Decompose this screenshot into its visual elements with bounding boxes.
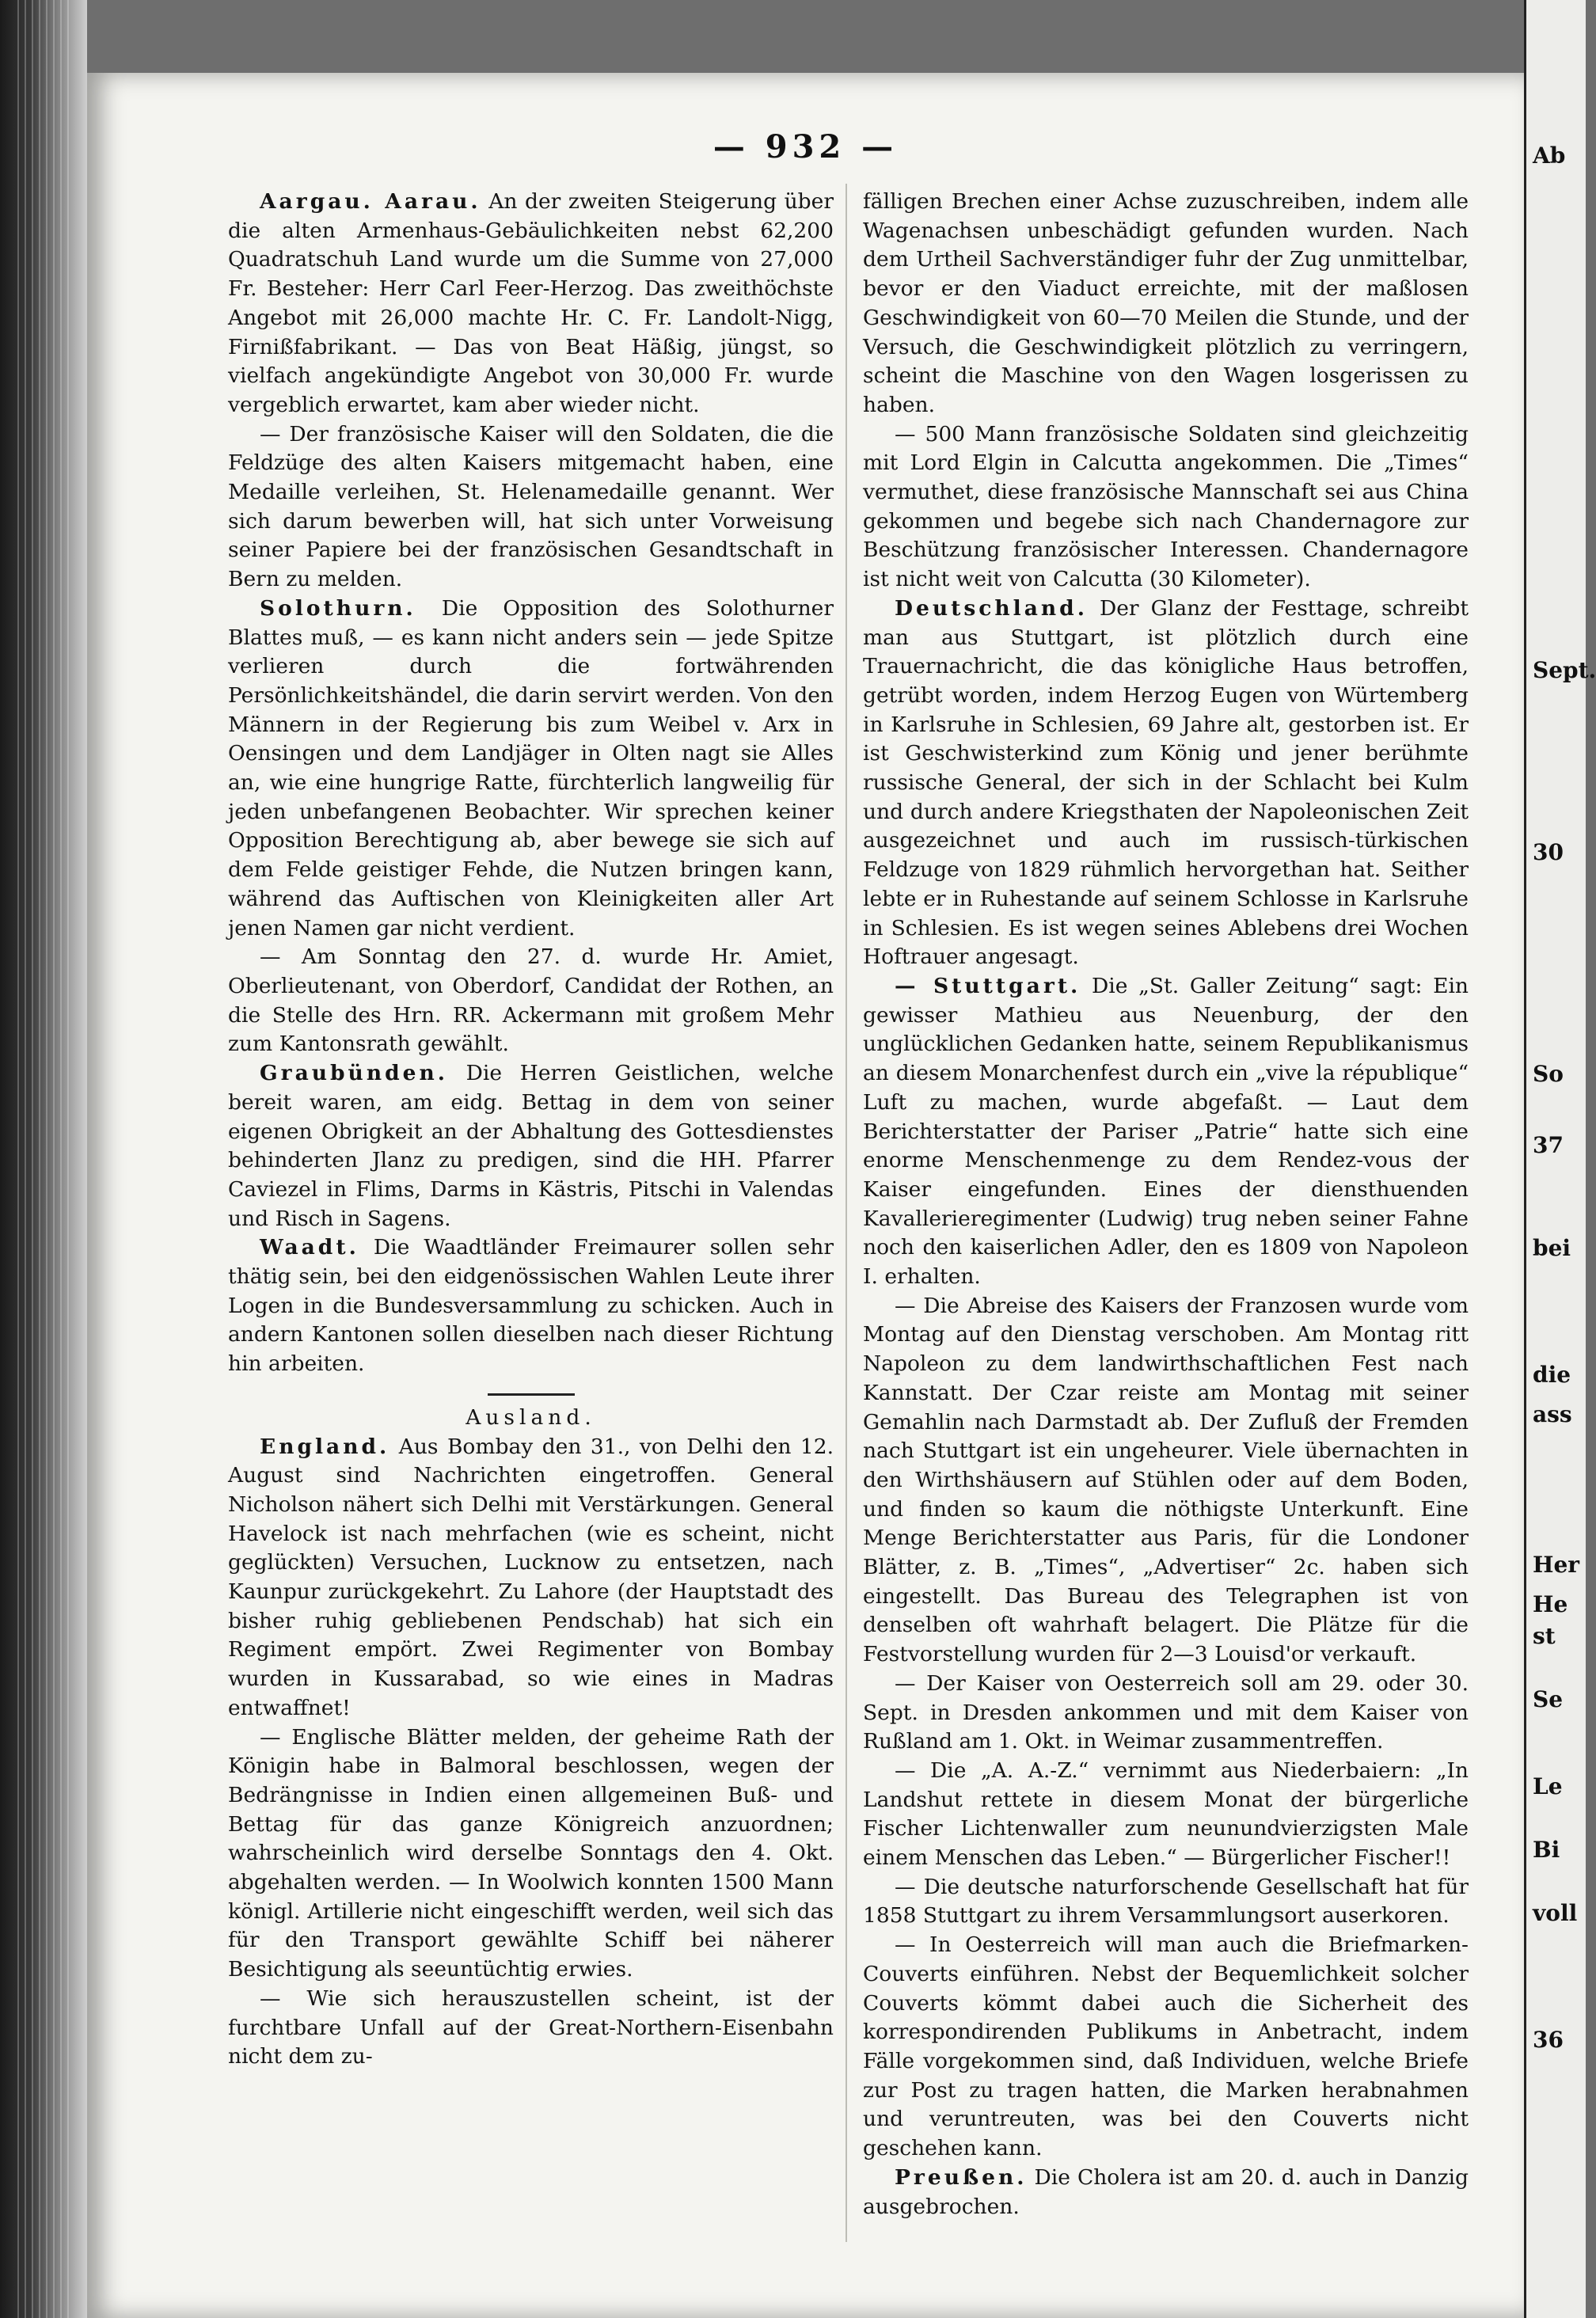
paragraph-text: — Die deutsche naturforschende Gesellschaft hat für 1858 Stuttgart zu ihrem Versammlungsort auserkoren. — [863, 1874, 1469, 1928]
adjacent-page-fragment: So — [1533, 1061, 1564, 1087]
adjacent-page-fragment: He — [1533, 1591, 1568, 1617]
adjacent-page-fragment: 30 — [1533, 839, 1564, 865]
paragraph-text: Die „St. Galler Zeitung“ sagt: Ein gewisser Mathieu aus Neuenburg, der den unglücklichen Gedanken hatte, seinem Republikanismus an diesem Monarchenfest durch ein „vive la république“ Luft zu machen, wurde abgefaßt. — Laut dem Berichterstatter der Pariser „Patrie“ hatte sich eine enorme Menschenmenge zu dem Rendez-vous der Kaiser eingefunden. Eines der diensthuenden Kavallerieregimenter (Ludwig) trug neben seiner Fahne noch den kaiserlichen Adler, den es 1809 von Napoleon I. erhalten. — [863, 973, 1469, 1290]
paragraph-lead: — Stuttgart. — [895, 973, 1081, 998]
paragraph-lead: Aargau. Aarau. — [260, 189, 481, 214]
paragraph-lead: Preußen. — [895, 2164, 1028, 2190]
paragraph-text: Die Cholera ist am 20. d. auch in Danzig ausgebrochen. — [863, 2164, 1469, 2219]
adjacent-page-fragment: bei — [1533, 1235, 1571, 1261]
paragraph — [863, 1292, 1469, 1670]
adjacent-page-fragment: ass — [1533, 1401, 1572, 1427]
paragraph — [228, 420, 834, 595]
paragraph-text: — Der Kaiser von Oesterreich soll am 29. oder 30. Sept. in Dresden ankommen und mit dem Kaiser von Rußland am 1. Okt. in Weimar zusammentreffen. — [863, 1670, 1469, 1754]
paragraph-text: Die Waadtländer Freimaurer sollen sehr thätig sein, bei den eidgenössischen Wahlen Leute ihrer Logen in die Bundesversammlung zu schicken. Auch in andern Kantonen sollen dieselben nach dieser Richtung hin arbeiten. — [228, 1235, 834, 1377]
paragraph-text: fälligen Brechen einer Achse zuzuschreiben, indem alle Wagenachsen unbeschädigt gefunden wurden. Nach dem Urtheil Sachverständiger fuhr der Zug unmittelbar, bevor er den Viaduct erreichte, mit der maßlosen Geschwindigkeit von 60—70 Meilen die Stunde, und der Versuch, die Geschwindigkeit plötzlich zu verringern, scheint die Maschine von den Wagen losgerissen zu haben. — [863, 189, 1469, 417]
paragraph-text: — Englische Blätter melden, der geheime Rath der Königin habe in Balmoral beschlossen, wegen der Bedrängnisse in Indien einen allgemeinen Buß- und Bettag für das ganze Königreich anzuordnen; wahrscheinlich wird derselbe Sonntags den 4. Okt. abgehalten werden. — In Woolwich konnten 1500 Mann königl. Artillerie nicht eingeschifft werden, weil sich das für den Transport gewählte Schiff bei näherer Besichtigung als seeuntüchtig erwies. — [228, 1724, 834, 1982]
adjacent-page-fragment: Le — [1533, 1773, 1563, 1799]
foreign-news-section — [228, 1433, 834, 2072]
paragraph — [863, 1757, 1469, 1873]
paragraph-text: Der Glanz der Festtage, schreibt man aus Stuttgart, ist plötzlich durch eine Trauernachricht, die das königliche Haus betroffen, getrübt worden, indem Herzog Eugen von Würtemberg in Karlsruhe in Schlesien, 69 Jahre alt, gestorben ist. Er ist Geschwisterkind zum König und jener berühmte russische General, der sich in der Schlacht bei Kulm und durch andere Kriegsthaten der Napoleonischen Zeit ausgezeichnet und auch im russisch-türkischen Feldzuge von 1829 rühmlich hervorgethan hat. Seither lebte er in Ruhestande auf seinem Schlosse in Karlsruhe in Schlesien. Es ist wegen seines Ablebens drei Wochen Hoftrauer angesagt. — [863, 595, 1469, 970]
right-column — [863, 188, 1469, 2221]
paragraph-text: — Wie sich herauszustellen scheint, ist der furchtbare Unfall auf der Great-Northern-Eisenbahn nicht dem zu- — [228, 1986, 834, 2069]
paragraph-text: Die Opposition des Solothurner Blattes muß, — es kann nicht anders sein — jede Spitze verlieren durch die fortwährenden Persönlichkeitshändel, die darin servirt werden. Von den Männern in der Regierung bis zum Weibel v. Arx in Oensingen und dem Landjäger in Olten nagt sie Alles an, wie eine hungrige Ratte, fürchterlich langweilig für jeden unbefangenen Beobachter. Wir sprechen keiner Opposition Berechtigung ab, aber bewege sie sich auf dem Felde geistiger Fehde, die Nutzen bringen kann, während das Auftischen von Kleinigkeiten aller Art jenen Namen gar nicht verdient. — [228, 595, 834, 940]
paragraph — [228, 1233, 834, 1379]
paragraph-text: — Der französische Kaiser will den Soldaten, die die Feldzüge des alten Kaisers mitgemacht haben, eine Medaille verleihen, St. Helenamedaille genannt. Wer sich darum bewerben will, hat sich unter Vorweisung seiner Papiere bei der französischen Gesandtschaft in Bern zu melden. — [228, 421, 834, 592]
adjacent-page-fragment: die — [1533, 1362, 1571, 1388]
paragraph — [863, 1670, 1469, 1757]
paragraph — [228, 1723, 834, 1985]
paragraph — [228, 1433, 834, 1723]
paragraph-lead: England. — [260, 1434, 390, 1459]
paragraph-text: — Die Abreise des Kaisers der Franzosen wurde vom Montag auf den Dienstag verschoben. Am Montag ritt Napoleon zu dem landwirthschaftlichen Fest nach Kannstatt. Der Czar reiste am Montag mit seiner Gemahlin nach Darmstadt ab. Der Zufluß der Fremden nach Stuttgart ist ein ungeheurer. Viele übernachten in den Wirthshäusern auf Stühlen oder auf dem Boden, und finden so kaum die nöthigste Unterkunft. Eine Menge Berichterstatter aus Paris, für die Londoner Blätter, z. B. „Times“, „Advertiser“ 2c. haben sich eingestellt. Das Bureau des Telegraphen ist von denselben oft wahrhaft belagert. Die Plätze für die Festvorstellung wurden für 2—3 Louisd'or verkauft. — [863, 1293, 1469, 1667]
paragraph-lead: Solothurn. — [260, 595, 416, 621]
adjacent-page-edge — [1524, 0, 1596, 2318]
adjacent-page-fragment: st — [1533, 1623, 1556, 1649]
paragraph-text: — Am Sonntag den 27. d. wurde Hr. Amiet, Oberlieutenant, von Oberdorf, Candidat der Rothen, an die Stelle des Hrn. RR. Ackermann mit großem Mehr zum Kantonsrath gewählt. — [228, 944, 834, 1057]
paragraph — [228, 188, 834, 420]
swiss-news-section — [228, 188, 834, 1379]
paragraph — [863, 420, 1469, 595]
adjacent-page-fragment: 37 — [1533, 1132, 1564, 1158]
section-divider — [488, 1393, 575, 1396]
adjacent-page-fragment: Her — [1533, 1552, 1580, 1578]
paragraph — [863, 1931, 1469, 2164]
paragraph — [228, 595, 834, 943]
paragraph-text: Die Herren Geistlichen, welche bereit waren, am eidg. Bettag in dem von seiner eigenen Obrigkeit an der Abhaltung des Gottesdienstes behinderten Jlanz zu predigen, sind die HH. Pfarrer Caviezel in Flims, Darms in Kästris, Pitschi in Valendas und Risch in Sagens. — [228, 1061, 834, 1231]
paragraph — [863, 1873, 1469, 1931]
adjacent-page-fragment: voll — [1533, 1900, 1578, 1926]
paragraph-text: — Die „A. A.-Z.“ vernimmt aus Niederbaiern: „In Landshut rettete in diesem Monat der bürgerliche Fischer Lichtenwaller zum neunundvierzigsten Male einem Menschen das Leben.“ — Bürgerlicher Fischer!! — [863, 1758, 1469, 1871]
page-number: — 932 — — [712, 128, 899, 165]
right-news-section — [863, 188, 1469, 2221]
paragraph — [228, 1059, 834, 1233]
paragraph — [863, 188, 1469, 420]
paragraph-lead: Waadt. — [260, 1235, 359, 1260]
paragraph-lead: Deutschland. — [895, 595, 1088, 621]
newspaper-page — [87, 73, 1524, 2318]
paragraph-text: Aus Bombay den 31., von Delhi den 12. August sind Nachrichten eingetroffen. General Nicholson nähert sich Delhi mit Verstärkungen. General Havelock ist nach mehrfachen (wie es scheint, nicht geglückten) Versuchen, Lucknow zu entsetzen, nach Kaunpur zurückgekehrt. Zu Lahore (der Hauptstadt des bisher ruhig gebliebenen Pendschab) hat sich ein Regiment empört. Zwei Regimenter von Bombay wurden in Kussarabad, so wie eines in Madras entwaffnet! — [228, 1434, 834, 1720]
adjacent-page-fragment: Sept. — [1533, 657, 1596, 683]
paragraph-text: — In Oesterreich will man auch die Briefmarken-Couverts einführen. Nebst der Bequemlichkeit solcher Couverts kömmt dabei auch die Sicherheit des korrespondirenden Publikums in Anbetracht, indem Fälle vorgekommen sind, daß Individuen, welche Briefe zur Post zu tragen hatten, die Marken herabnahmen und veruntreuten, was bei den Couverts nicht geschehen kann. — [863, 1932, 1469, 2161]
ausland-heading: Ausland. — [466, 1404, 596, 1430]
paragraph — [863, 972, 1469, 1292]
adjacent-page-fragment: Ab — [1533, 142, 1566, 169]
paragraph — [863, 2164, 1469, 2221]
adjacent-page-fragment: Se — [1533, 1686, 1564, 1712]
adjacent-page-fragment: 36 — [1533, 2027, 1564, 2053]
paragraph-lead: Graubünden. — [260, 1061, 448, 1086]
page-edges — [17, 0, 73, 2318]
paragraph-text: — 500 Mann französische Soldaten sind gleichzeitig mit Lord Elgin in Calcutta angekommen. Die „Times“ vermuthet, diese französische Mannschaft sei aus China gekommen und begebe sich nach Chandernagore zur Beschützung französischer Interessen. Chandernagore ist nicht weit von Calcutta (30 Kilometer). — [863, 421, 1469, 592]
paragraph — [863, 595, 1469, 972]
adjacent-page-fragment: Bi — [1533, 1837, 1560, 1863]
column-divider — [846, 184, 847, 2242]
left-column — [228, 188, 834, 2072]
paragraph — [228, 1985, 834, 2072]
paragraph — [228, 943, 834, 1059]
paragraph-text: An der zweiten Steigerung über die alten Armenhaus-Gebäulichkeiten nebst 62,200 Quadratschuh Land wurde um die Summe von 27,000 Fr. Besteher: Herr Carl Feer-Herzog. Das zweithöchste Angebot mit 26,000 machte Hr. C. Fr. Landolt-Nigg, Firnißfabrikant. — Das von Beat Häßig, jüngst, so vielfach angekündigte Angebot von 30,000 Fr. wurde vergeblich erwartet, kam aber wieder nicht. — [228, 189, 834, 417]
